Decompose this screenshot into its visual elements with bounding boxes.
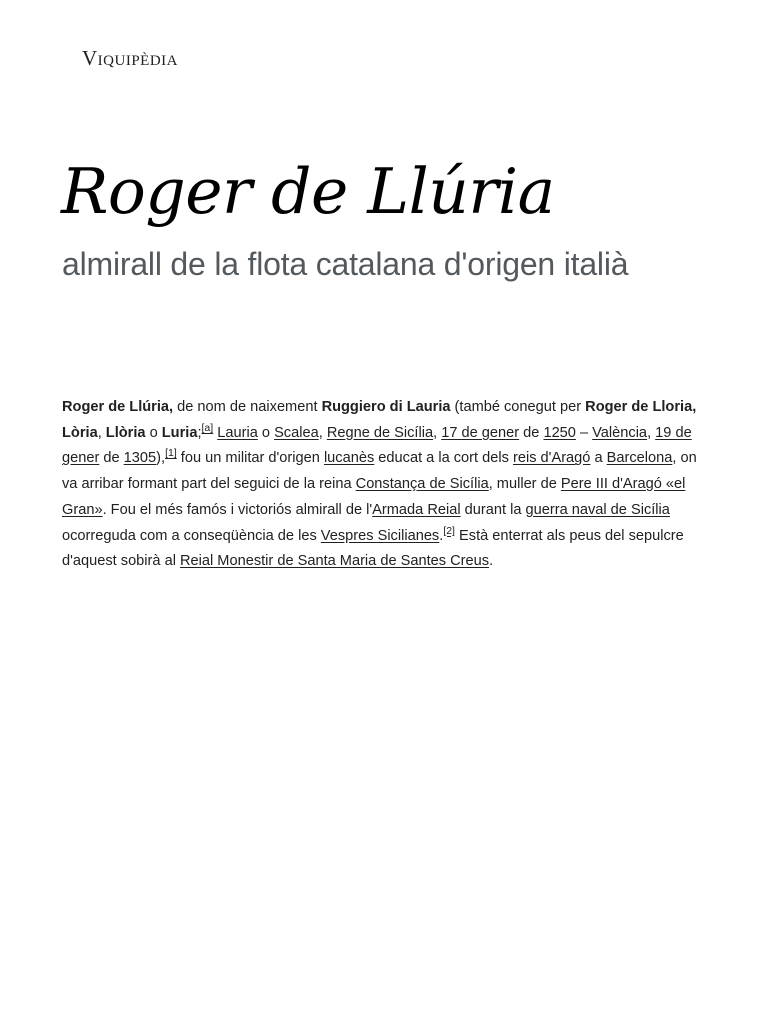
text-run: o	[257, 424, 275, 441]
text-run: , muller de	[488, 476, 561, 493]
text-run: ,	[318, 424, 327, 441]
link-santes-creus[interactable]: Reial Monestir de Santa Maria de Santes Creus	[180, 553, 490, 570]
footnote-link-a[interactable]: [a]	[201, 421, 214, 434]
footnote-link-2[interactable]: [2]	[443, 524, 455, 537]
text-run: educat a la cort dels	[374, 450, 513, 467]
link-19-de-gener[interactable]: 19 de gener	[62, 424, 692, 467]
link-valencia[interactable]: València	[592, 424, 648, 441]
link-pere-iii[interactable]: Pere III d'Aragó «el Gran»	[62, 476, 686, 518]
lead-paragraph	[62, 395, 710, 575]
site-wordmark-logo[interactable]: Viquipèdia	[82, 46, 178, 70]
text-run: –	[575, 424, 593, 441]
link-lucanes[interactable]: lucanès	[323, 450, 375, 467]
text-run: de	[99, 450, 124, 467]
footnote-ref	[165, 447, 177, 459]
text-run: ocorreguda com a conseqüència de les	[62, 527, 321, 544]
text-run: ,	[433, 424, 442, 441]
text-run: .	[439, 527, 444, 544]
page-title: Roger de Llúria	[61, 155, 555, 228]
footnote-ref	[443, 525, 455, 537]
bold-term: Ruggiero di Lauria	[321, 399, 451, 415]
text-run: (també conegut per	[450, 399, 586, 415]
text-run: durant la	[460, 501, 526, 518]
bold-term: Llòria	[105, 424, 146, 441]
link-lauria[interactable]: Lauria	[217, 424, 258, 441]
text-run: a	[590, 450, 607, 467]
text-run: de	[519, 424, 544, 441]
footnote-ref	[202, 422, 214, 434]
text-run: ),	[156, 450, 166, 467]
link-barcelona[interactable]: Barcelona	[606, 450, 673, 467]
bold-term: Luria	[161, 424, 198, 441]
link-regne-de-sicilia[interactable]: Regne de Sicília	[326, 424, 434, 441]
text-run: , on va arribar formant part del seguici de la reina	[62, 450, 697, 493]
text-run: ,	[97, 424, 106, 441]
text-run: o	[145, 424, 162, 441]
bold-term: Roger de Lloria,	[585, 399, 697, 415]
link-17-de-gener[interactable]: 17 de gener	[441, 424, 520, 441]
text-run: Està enterrat als peus del sepulcre d'aquest sobirà al	[62, 527, 684, 570]
link-scalea[interactable]: Scalea	[274, 424, 319, 441]
page-subtitle: almirall de la flota catalana d'origen italià	[62, 246, 629, 282]
link-1305[interactable]: 1305	[123, 450, 157, 467]
link-armada-reial[interactable]: Armada Reial	[372, 501, 461, 518]
text-run: ;	[197, 424, 202, 441]
bold-term: Roger de Llúria,	[62, 399, 174, 415]
text-run: ,	[647, 424, 656, 441]
link-constanca-de-sicilia[interactable]: Constança de Sicília	[355, 476, 489, 493]
text-run: fou un militar d'origen	[176, 450, 324, 467]
bold-term: Lòria	[62, 424, 98, 441]
link-vespres-sicilianes[interactable]: Vespres Sicilianes	[320, 527, 440, 544]
footnote-link-1[interactable]: [1]	[165, 447, 177, 460]
link-reis-d-arago[interactable]: reis d'Aragó	[512, 450, 591, 467]
link-guerra-naval-de-sicilia[interactable]: guerra naval de Sicília	[525, 501, 670, 518]
text-run: . Fou el més famós i victoriós almirall de l'	[102, 501, 373, 518]
text-run: de nom de naixement	[173, 399, 322, 415]
text-run: .	[489, 553, 494, 570]
link-1250[interactable]: 1250	[543, 424, 576, 441]
